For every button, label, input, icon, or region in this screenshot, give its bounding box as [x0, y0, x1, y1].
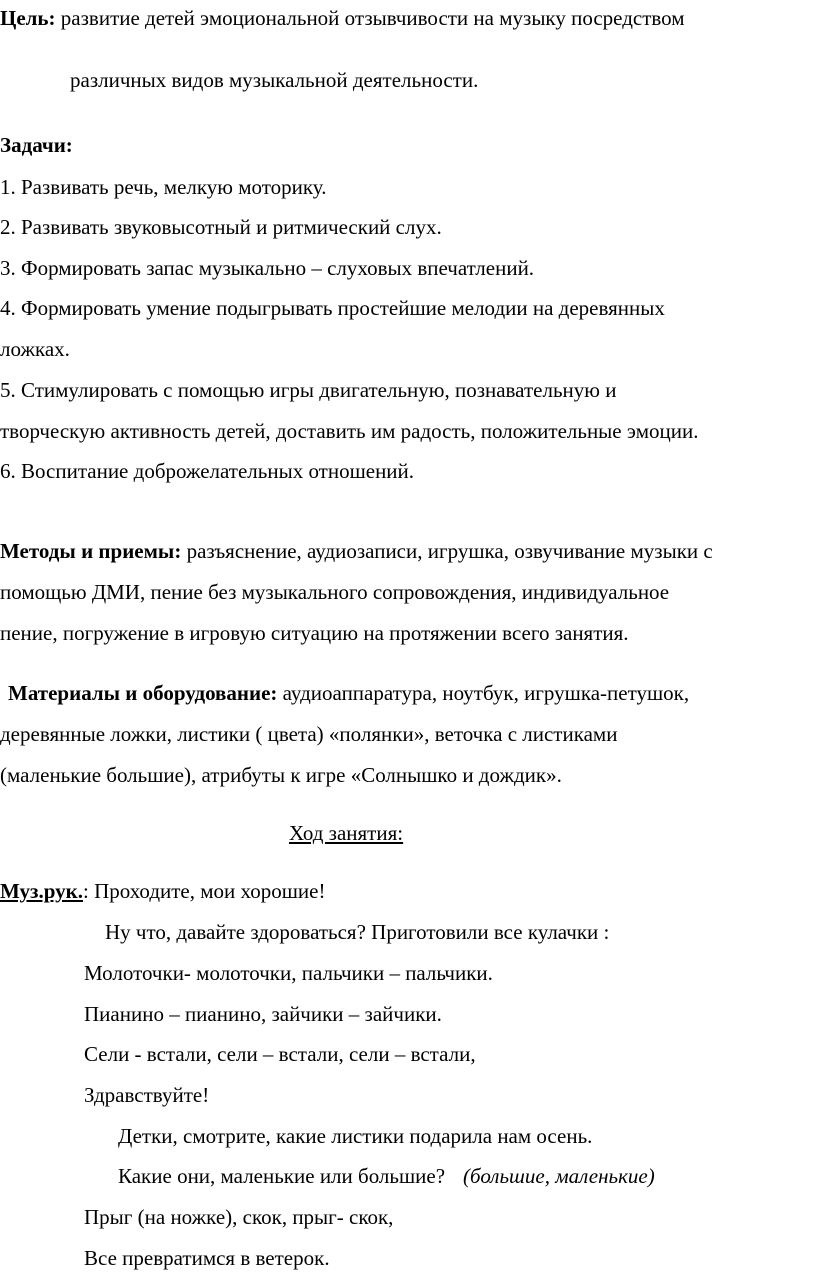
methods-label: Методы и приемы: — [0, 539, 182, 563]
task-item: 4. Формировать умение подыгрывать простейшие мелодии на деревянных — [0, 296, 665, 320]
goal-text-2: различных видов музыкальной деятельности. — [70, 68, 479, 92]
materials-line-1 — [8, 681, 689, 705]
methods-text-3: пение, погружение в игровую ситуацию на протяжении всего занятия. — [0, 621, 629, 645]
task-item: 2. Развивать звуковысотный и ритмический слух. — [0, 215, 442, 239]
task-item: 5. Стимулировать с помощью игры двигательную, познавательную и — [0, 378, 617, 402]
methods-text-1: разъяснение, аудиозаписи, игрушка, озвучивание музыки с — [181, 539, 713, 563]
task-item: ложках. — [0, 337, 70, 361]
speaker-text: : Проходите, мои хорошие! — [83, 879, 326, 903]
lesson-heading: Ход занятия: — [289, 821, 404, 845]
verse2-line: Все превратимся в ветерок. — [84, 1246, 330, 1270]
goal-line-1 — [0, 6, 685, 30]
greet-line: Ну что, давайте здороваться? Приготовили все кулачки : — [105, 920, 610, 944]
methods-line-1 — [0, 539, 713, 563]
verse-line: Пианино – пианино, зайчики – зайчики. — [84, 1002, 442, 1026]
verse2-line: Прыг (на ножке), скок, прыг- скок, — [84, 1205, 394, 1229]
leaves-question: Какие они, маленькие или большие? — [118, 1164, 446, 1188]
materials-label: Материалы и оборудование: — [8, 681, 278, 705]
task-item: 3. Формировать запас музыкально – слуховых впечатлений. — [0, 256, 535, 280]
task-item: творческую активность детей, доставить им радость, положительные эмоции. — [0, 419, 699, 443]
speaker-line — [0, 879, 325, 903]
task-item: 1. Развивать речь, мелкую моторику. — [0, 175, 327, 199]
verse-line: Здравствуйте! — [84, 1083, 210, 1107]
leaves-line-1: Детки, смотрите, какие листики подарила нам осень. — [118, 1124, 593, 1148]
tasks-heading: Задачи: — [0, 133, 73, 157]
speaker-label: Муз.рук. — [0, 879, 83, 903]
materials-text-1: аудиоаппаратура, ноутбук, игрушка-петушок, — [277, 681, 690, 705]
methods-text-2: помощью ДМИ, пение без музыкального сопровождения, индивидуальное — [0, 580, 670, 604]
task-item: 6. Воспитание доброжелательных отношений. — [0, 459, 415, 483]
materials-text-2: деревянные ложки, листики ( цвета) «полянки», веточка с листиками — [0, 722, 618, 746]
leaves-answer: (большие, маленькие) — [463, 1164, 655, 1188]
verse-line: Молоточки- молоточки, пальчики – пальчики. — [84, 961, 493, 985]
verse-line: Сели - встали, сели – встали, сели – встали, — [84, 1042, 476, 1066]
materials-text-3: (маленькие большие), атрибуты к игре «Солнышко и дождик». — [0, 763, 562, 787]
goal-label: Цель: — [0, 6, 56, 30]
goal-text-1: развитие детей эмоциональной отзывчивости на музыку посредством — [55, 6, 685, 30]
leaves-line-2 — [118, 1164, 655, 1188]
